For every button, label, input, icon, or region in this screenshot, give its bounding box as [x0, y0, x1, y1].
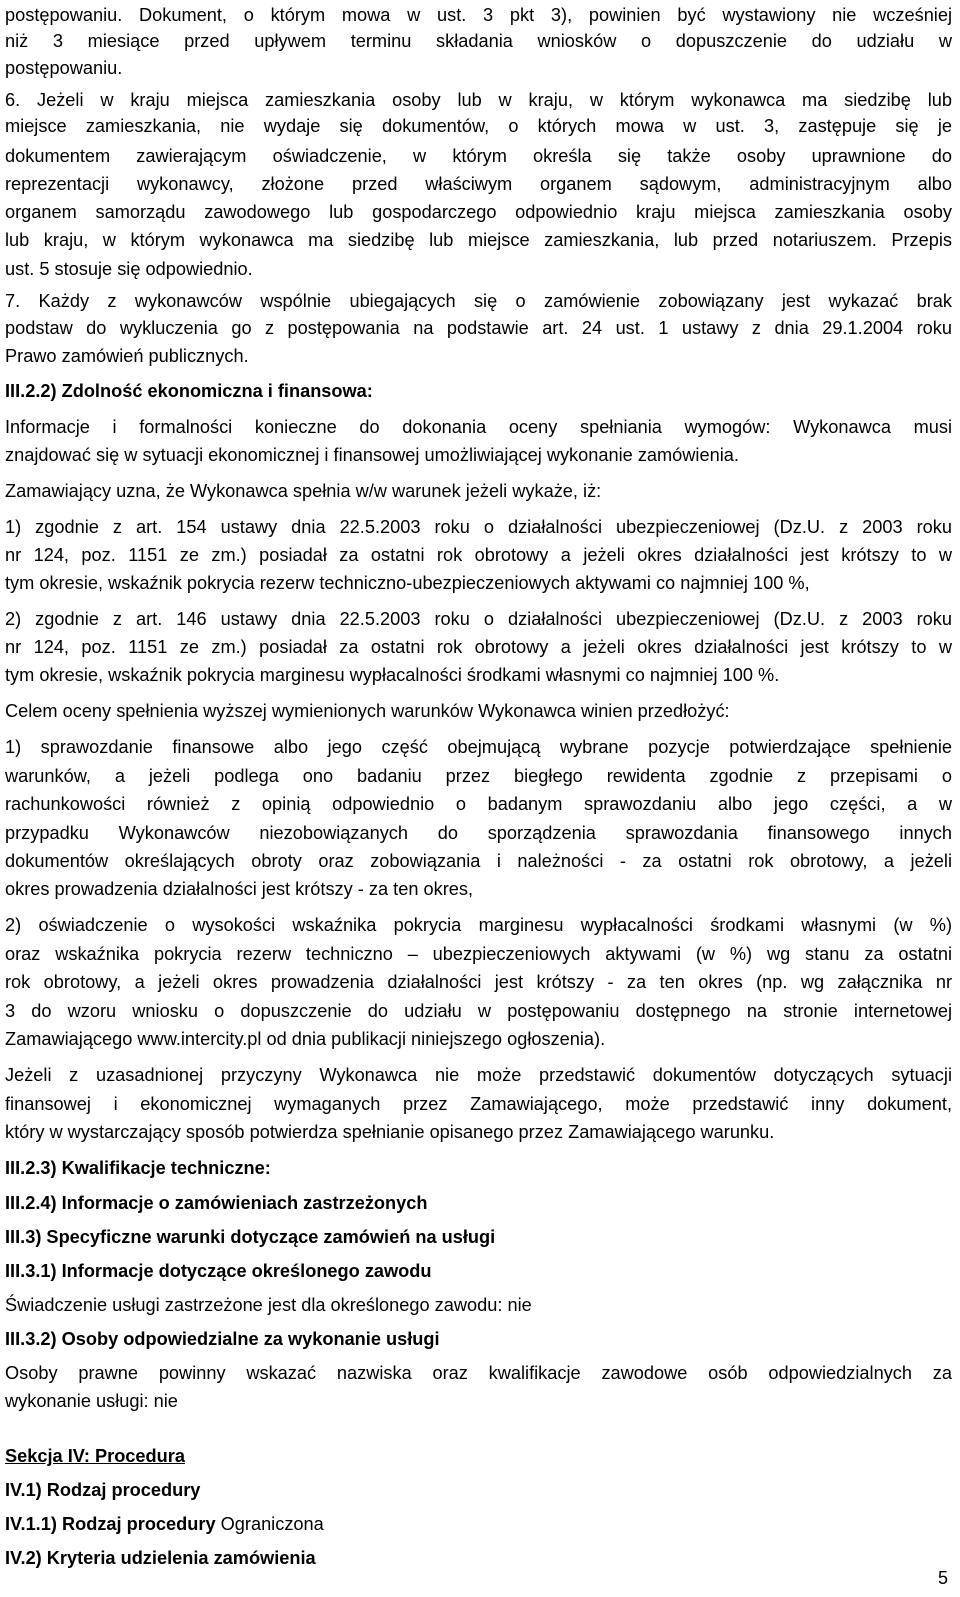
section-heading-iii-3: III.3) Specyficzne warunki dotyczące zamówień na usługi: [5, 1227, 496, 1247]
text-line: 2) zgodnie z art. 146 ustawy dnia 22.5.2003 roku o działalności ubezpieczeniowej (Dz.U. z 2003 roku: [5, 609, 952, 629]
text-line: oraz wskaźnika pokrycia rezerw techniczno – ubezpieczeniowych aktywami (w %) wg stanu za ostatni: [5, 944, 952, 964]
text-line: Zamawiającego www.intercity.pl od dnia publikacji niniejszego ogłoszenia).: [5, 1029, 606, 1049]
text-line: 7. Każdy z wykonawców wspólnie ubiegających się o zamówienie zobowiązany jest wykazać brak: [5, 291, 952, 311]
text-line: rok obrotowy, a jeżeli okres prowadzenia działalności jest krótszy - za ten okres (np. wg załącznika nr: [5, 972, 952, 992]
text-line: nr 124, poz. 1151 ze zm.) posiadał za ostatni rok obrotowy a jeżeli okres działalności jest krótszy to w: [5, 545, 952, 565]
text-line: rachunkowości również z opinią odpowiednio o badanym sprawozdaniu albo jego części, a w: [5, 794, 952, 814]
text-line: postępowaniu. Dokument, o którym mowa w ust. 3 pkt 3), powinien być wystawiony nie wcześniej: [5, 5, 952, 25]
text-line: Prawo zamówień publicznych.: [5, 346, 249, 366]
text-line: miejsce zamieszkania, nie wydaje się dokumentów, o których mowa w ust. 3, zastępuje się je: [5, 116, 952, 136]
text-line: znajdować się w sytuacji ekonomicznej i finansowej umożliwiającej wykonanie zamówienia.: [5, 445, 739, 465]
text-line: lub kraju, w którym wykonawca ma siedzibę lub miejsce zamieszkania, lub przed notariuszem. Przepis: [5, 230, 952, 250]
text-line: Świadczenie usługi zastrzeżone jest dla określonego zawodu: nie: [5, 1295, 532, 1315]
text-line: dokumentów określających obroty oraz zobowiązania i należności - za ostatni rok obrotowy, a jeżeli: [5, 851, 952, 871]
procedure-type-value: Ograniczona: [215, 1514, 324, 1534]
section-heading-iv-1: IV.1) Rodzaj procedury: [5, 1480, 201, 1500]
text-line: 1) sprawozdanie finansowe albo jego część obejmującą wybrane pozycje potwierdzające spełnienie: [5, 737, 952, 757]
section-heading-iv-2: IV.2) Kryteria udzielenia zamówienia: [5, 1548, 316, 1568]
text-line: Jeżeli z uzasadnionej przyczyny Wykonawca nie może przedstawić dokumentów dotyczących sytuacji: [5, 1065, 952, 1085]
text-line: warunków, a jeżeli podlega ono badaniu przez biegłego rewidenta zgodnie z przepisami o: [5, 766, 952, 786]
text-line: reprezentacji wykonawcy, złożone przed właściwym organem sądowym, administracyjnym albo: [5, 174, 952, 194]
text-line: Osoby prawne powinny wskazać nazwiska oraz kwalifikacje zawodowe osób odpowiedzialnych za: [5, 1363, 952, 1383]
text-line: dokumentem zawierającym oświadczenie, w którym określa się także osoby uprawnione do: [5, 146, 952, 166]
text-line: finansowej i ekonomicznej wymaganych przez Zamawiającego, może przedstawić inny dokument,: [5, 1094, 952, 1114]
text-line: Informacje i formalności konieczne do dokonania oceny spełniania wymogów: Wykonawca musi: [5, 417, 952, 437]
text-line: postępowaniu.: [5, 58, 123, 78]
text-line: okres prowadzenia działalności jest krótszy - za ten okres,: [5, 879, 474, 899]
text-line: 1) zgodnie z art. 154 ustawy dnia 22.5.2003 roku o działalności ubezpieczeniowej (Dz.U. z 2003 roku: [5, 517, 952, 537]
text-line: niż 3 miesiące przed upływem terminu składania wniosków o dopuszczenie do udziału w: [5, 31, 952, 51]
text-line: organem samorządu zawodowego lub gospodarczego odpowiednio kraju miejsca zamieszkania osoby: [5, 202, 952, 222]
text-line: podstaw do wykluczenia go z postępowania na podstawie art. 24 ust. 1 ustawy z dnia 29.1.2004 roku: [5, 318, 952, 338]
section-heading-iii-3-1: III.3.1) Informacje dotyczące określonego zawodu: [5, 1261, 432, 1281]
text-line: 6. Jeżeli w kraju miejsca zamieszkania osoby lub w kraju, w którym wykonawca ma siedzibę lub: [5, 90, 952, 110]
text-line: który w wystarczający sposób potwierdza spełnianie opisanego przez Zamawiającego warunku.: [5, 1122, 775, 1142]
text-line: 3 do wzoru wniosku o dopuszczenie do udziału w postępowaniu dostępnego na stronie internetowej: [5, 1001, 952, 1021]
text-line: 2) oświadczenie o wysokości wskaźnika pokrycia marginesu wypłacalności środkami własnymi (w %): [5, 915, 952, 935]
section-heading-iv: Sekcja IV: Procedura: [5, 1446, 185, 1466]
section-heading-iii-2-4: III.2.4) Informacje o zamówieniach zastrzeżonych: [5, 1193, 428, 1213]
text-line: tym okresie, wskaźnik pokrycia marginesu wypłacalności środkami własnymi co najmniej 100 %.: [5, 665, 780, 685]
section-heading-iv-1-1: [5, 1509, 952, 1539]
page-number: 5: [937, 1568, 948, 1588]
text-line: ust. 5 stosuje się odpowiednio.: [5, 259, 253, 279]
section-heading-iii-2-2: III.2.2) Zdolność ekonomiczna i finansowa:: [5, 381, 373, 401]
text-line: Zamawiający uzna, że Wykonawca spełnia w/w warunek jeżeli wykaże, iż:: [5, 481, 602, 501]
heading-label: IV.1.1) Rodzaj procedury: [5, 1514, 216, 1534]
text-line: przypadku Wykonawców niezobowiązanych do sporządzenia sprawozdania finansowego innych: [5, 823, 952, 843]
text-line: wykonanie usługi: nie: [5, 1391, 178, 1411]
text-line: tym okresie, wskaźnik pokrycia rezerw techniczno-ubezpieczeniowych aktywami co najmniej 100 %,: [5, 573, 810, 593]
text-line: Celem oceny spełnienia wyższej wymienionych warunków Wykonawca winien przedłożyć:: [5, 701, 730, 721]
section-heading-iii-3-2: III.3.2) Osoby odpowiedzialne za wykonanie usługi: [5, 1329, 440, 1349]
section-heading-iii-2-3: III.2.3) Kwalifikacje techniczne:: [5, 1158, 271, 1178]
text-line: nr 124, poz. 1151 ze zm.) posiadał za ostatni rok obrotowy a jeżeli okres działalności jest krótszy to w: [5, 637, 952, 657]
